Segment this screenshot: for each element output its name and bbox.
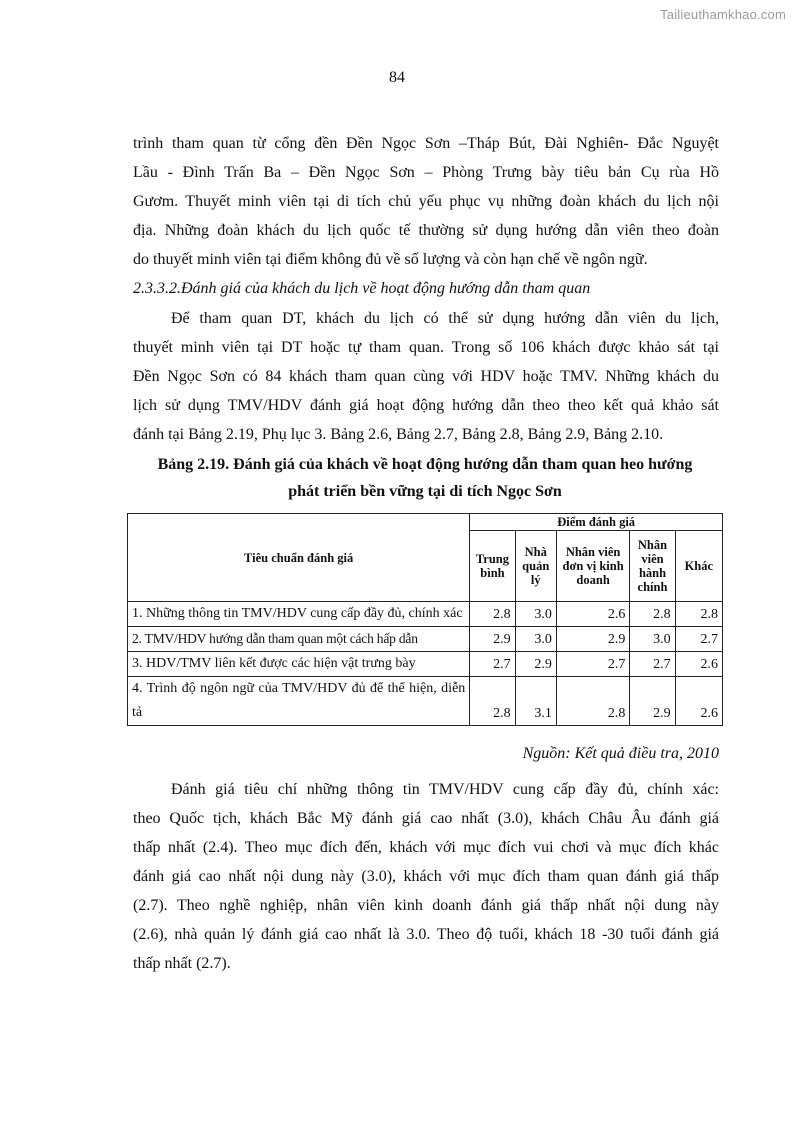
paragraph-1 bbox=[133, 129, 719, 303]
score-cell: 2.7 bbox=[675, 627, 722, 652]
score-cell: 2.8 bbox=[556, 677, 629, 726]
paragraph-line: thấp nhất (2.7). bbox=[133, 955, 231, 972]
score-cell: 2.8 bbox=[470, 677, 515, 726]
score-cell: 2.7 bbox=[630, 652, 675, 677]
table-source: Nguồn: Kết quả điều tra, 2010 bbox=[522, 745, 719, 762]
score-cell: 3.0 bbox=[630, 627, 675, 652]
score-cell: 2.6 bbox=[675, 677, 722, 726]
page-number: 84 bbox=[389, 69, 405, 86]
score-cell: 2.7 bbox=[470, 652, 515, 677]
score-cell: 3.0 bbox=[515, 602, 556, 627]
criterion-cell: 3. HDV/TMV liên kết được các hiện vật trưng bày bbox=[128, 652, 470, 677]
score-cell: 2.9 bbox=[515, 652, 556, 677]
paragraph-line: Để tham quan DT, khách du lịch có thể sử dụng hướng dẫn viên du lịch, bbox=[171, 310, 719, 327]
paragraph-line: Lầu - Đình Trấn Ba – Đền Ngọc Sơn – Phòng Trưng bày tiêu bản Cụ rùa Hồ bbox=[133, 164, 719, 181]
score-group-header: Điểm đánh giá bbox=[470, 514, 723, 531]
paragraph-line: Đánh giá tiêu chí những thông tin TMV/HDV cung cấp đầy đủ, chính xác: bbox=[171, 781, 719, 798]
table-caption-line: Bảng 2.19. Đánh giá của khách về hoạt động hướng dẫn tham quan heo hướng bbox=[157, 456, 693, 473]
paragraph-line: (2.7). Theo nghề nghiệp, nhân viên kinh doanh đánh giá thấp nhất nội dung này bbox=[133, 897, 719, 914]
column-header-other: Khác bbox=[675, 531, 722, 602]
paragraph-line: đánh giá cao nhất nội dung này (3.0), khách với mục đích tham quan đánh giá thấp bbox=[133, 868, 719, 885]
paragraph-3 bbox=[133, 775, 719, 978]
paragraph-line: đánh tại Bảng 2.19, Phụ lục 3. Bảng 2.6, Bảng 2.7, Bảng 2.8, Bảng 2.9, Bảng 2.10. bbox=[133, 426, 664, 443]
score-cell: 2.7 bbox=[556, 652, 629, 677]
paragraph-line: Đền Ngọc Sơn có 84 khách tham quan cùng với HDV hoặc TMV. Những khách du bbox=[133, 368, 719, 385]
section-heading: 2.3.3.2.Đánh giá của khách du lịch về hoạt động hướng dẫn tham quan bbox=[133, 280, 591, 297]
paragraph-line: thuyết minh viên tại DT hoặc tự tham quan. Trong số 106 khách được khảo sát tại bbox=[133, 339, 719, 356]
paragraph-line: trình tham quan từ cổng đền Đền Ngọc Sơn –Tháp Bút, Đài Nghiên- Đắc Nguyệt bbox=[133, 135, 719, 152]
paragraph-line: theo Quốc tịch, khách Bắc Mỹ đánh giá cao nhất (3.0), khách Châu Âu đánh giá bbox=[133, 810, 719, 827]
table-caption-line: phát triển bền vững tại di tích Ngọc Sơn bbox=[288, 483, 562, 500]
score-cell: 3.0 bbox=[515, 627, 556, 652]
table-row bbox=[128, 627, 723, 652]
criterion-cell: 4. Trình độ ngôn ngữ của TMV/HDV đủ để thể hiện, diễn tả bbox=[128, 677, 470, 726]
score-cell: 2.6 bbox=[556, 602, 629, 627]
table-row bbox=[128, 652, 723, 677]
column-header-admin-staff: Nhân viên hành chính bbox=[630, 531, 675, 602]
score-cell: 2.8 bbox=[470, 602, 515, 627]
paragraph-line: địa. Những đoàn khách du lịch quốc tế thường sử dụng hướng dẫn viên theo đoàn bbox=[133, 222, 719, 239]
table-row bbox=[128, 677, 723, 726]
score-cell: 2.6 bbox=[675, 652, 722, 677]
score-cell: 2.9 bbox=[470, 627, 515, 652]
table-row bbox=[128, 602, 723, 627]
column-header-average: Trung bình bbox=[470, 531, 515, 602]
criteria-header: Tiêu chuẩn đánh giá bbox=[128, 514, 470, 602]
evaluation-table bbox=[127, 513, 723, 726]
paragraph-line: Gươm. Thuyết minh viên tại di tích chủ yếu phục vụ những đoàn khách du lịch nội bbox=[133, 193, 719, 210]
paragraph-line: thấp nhất (2.4). Theo mục đích đến, khách với mục đích vui chơi và mục đích khác bbox=[133, 839, 719, 856]
paragraph-line: lịch sử dụng TMV/HDV đánh giá hoạt động hướng dẫn theo theo kết quả khảo sát bbox=[133, 397, 719, 414]
criterion-cell: 2. TMV/HDV hướng dẫn tham quan một cách hấp dẫn bbox=[128, 627, 470, 652]
column-header-business-staff: Nhân viên đơn vị kinh doanh bbox=[556, 531, 629, 602]
score-cell: 2.9 bbox=[556, 627, 629, 652]
column-header-manager: Nhà quản lý bbox=[515, 531, 556, 602]
score-cell: 2.8 bbox=[675, 602, 722, 627]
paragraph-2 bbox=[133, 304, 719, 449]
score-cell: 2.9 bbox=[630, 677, 675, 726]
score-cell: 3.1 bbox=[515, 677, 556, 726]
table-caption bbox=[100, 451, 750, 505]
paragraph-line: (2.6), nhà quản lý đánh giá cao nhất là 3.0. Theo độ tuổi, khách 18 -30 tuổi đánh giá bbox=[133, 926, 719, 943]
watermark: Tailieuthamkhao.com bbox=[660, 7, 786, 22]
paragraph-line: do thuyết minh viên tại điểm không đủ về số lượng và còn hạn chế về ngôn ngữ. bbox=[133, 251, 648, 268]
score-cell: 2.8 bbox=[630, 602, 675, 627]
criterion-cell: 1. Những thông tin TMV/HDV cung cấp đầy đủ, chính xác bbox=[128, 602, 470, 627]
